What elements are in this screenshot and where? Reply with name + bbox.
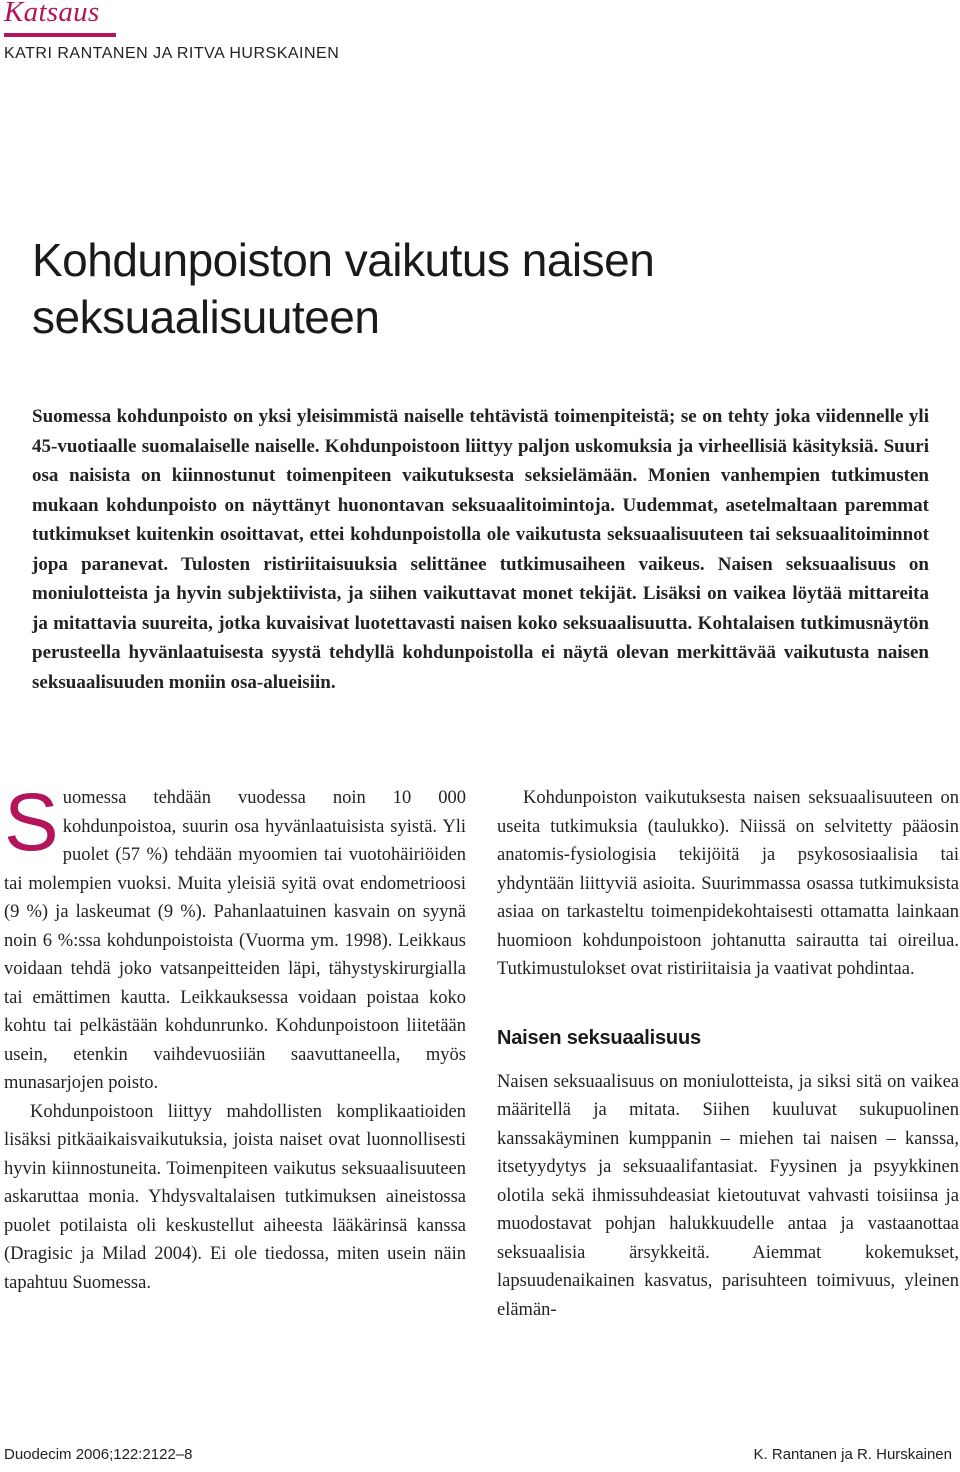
article-abstract: Suomessa kohdunpoisto on yksi yleisimmistä naiselle tehtävistä toimenpiteistä; se on tehty joka viidennelle yli 45-vuotiaalle suomalaiselle naiselle. Kohdunpoistoon liittyy paljon uskomuksia ja virheellisiä käsityksiä. Suuri osa naisista on kiinnostunut toimenpiteen vaikutuksesta seksielämään. Monien vanhempien tutkimusten mukaan kohdunpoisto on näyttänyt huonontavan seksuaalitoimintoja. Uudemmat, asetelmaltaan paremmat tutkimukset kuitenkin osoittavat, ettei kohdunpoistolla ole vaikutusta seksuaalisuuteen tai seksuaalitoiminnot jopa paranevat. Tulosten ristiriitaisuuksia selittänee tutkimusaiheen vaikeus. Naisen seksuaalisuus on moniulotteista ja hyvin subjektiivista, ja siihen vaikuttavat monet tekijät. Lisäksi on vaikea löytää mittareita ja mitattavia suureita, jotka kuvaisivat luotettavasti naisen koko seksuaalisuutta. Kohtalaisen tutkimusnäytön perusteella hyvänlaatuisesta syystä tehdyllä kohdunpoistolla ei näytä olevan merkittävää vaikutusta naisen seksuaalisuuden moniin osa-alueisiin. bbox=[32, 406, 929, 693]
intro-paragraph-text: uomessa tehdään vuodessa noin 10 000 kohdunpoistoa, suurin osa hyvänlaatuisista syistä. Yli puolet (57 %) tehdään myoomien tai vuotohäiriöiden tai molempien vuoksi. Muita yleisiä syitä ovat endometrioosi (9 %) ja laskeumat (9 %). Pahanlaatuinen kasvain on syynä noin 6 %:ssa kohdunpoistoista (Vuorma ym. 1998). Leikkaus voidaan tehdä joko vatsanpeitteiden läpi, tähystyskirurgialla tai emättimen kautta. Leikkauksessa voidaan poistaa koko kohtu tai pelkästään kohdunrunko. Kohdunpoistoon liitetään usein, etenkin vaihdevuosiiän saavuttaneella, myös munasarjojen poisto. bbox=[4, 788, 466, 1093]
body-paragraph: Naisen seksuaalisuus on moniulotteista, ja siksi sitä on vaikea määritellä ja mitata. Siihen kuuluvat sukupuolinen kanssakäyminen kumppanin – miehen tai naisen – kanssa, itsetyydytys ja seksuaalifantasiat. Fyysinen ja psyykkinen olotila sekä ihmissuhdeasiat kietoutuvat vahvasti toisiinsa ja muodostavat pohjan halukkuudelle antaa ja vastaanottaa seksuaalisia ärsykkeitä. Aiemmat kokemukset, lapsuudenaikainen kasvatus, parisuhteen toimivuus, yleinen elämän- bbox=[497, 1071, 959, 1320]
section-subheading: Naisen seksuaalisuus bbox=[497, 1026, 701, 1049]
article-title: Kohdunpoiston vaikutus naisen seksuaalisuuteen bbox=[32, 234, 655, 343]
article-authors: KATRI RANTANEN JA RITVA HURSKAINEN bbox=[4, 45, 340, 62]
section-label: Katsaus bbox=[4, 0, 100, 28]
body-column-right bbox=[497, 784, 959, 1324]
section-rule bbox=[4, 33, 116, 37]
body-column-left bbox=[4, 777, 466, 1297]
body-paragraph: Kohdunpoistoon liittyy mahdollisten komplikaatioiden lisäksi pitkäaikaisvaikutuksia, joista naiset ovat luonnollisesti hyvin kiinnostuneita. Toimenpiteen vaikutus seksuaalisuuteen askaruttaa monia. Yhdysvaltalaisen tutkimuksen aineistossa puolet potilaista oli keskustellut aiheesta lääkärinsä kanssa (Dragisic ja Milad 2004). Ei ole tiedossa, miten usein näin tapahtuu Suomessa. bbox=[4, 1101, 466, 1293]
intro-paragraph bbox=[4, 777, 466, 1098]
body-paragraph: Kohdunpoiston vaikutuksesta naisen seksuaalisuuteen on useita tutkimuksia (taulukko). Niissä on selvitetty pääosin anatomis-fysiologisia tekijöitä ja psykososiaalisia tai yhdyntään liittyviä asioita. Suurimmassa osassa tutkimuksista asiaa on tarkasteltu toimenpidekohtaisesti ottamatta lainkaan huomioon kohdunpoistoon johtanutta sairautta tai oireilua. Tutkimustulokset ovat ristiriitaisia ja vaativat pohdintaa. bbox=[497, 788, 959, 979]
footer-authors: K. Rantanen ja R. Hurskainen bbox=[753, 1446, 952, 1463]
drop-cap: S bbox=[4, 777, 59, 868]
footer-citation: Duodecim 2006;122:2122–8 bbox=[4, 1446, 193, 1463]
